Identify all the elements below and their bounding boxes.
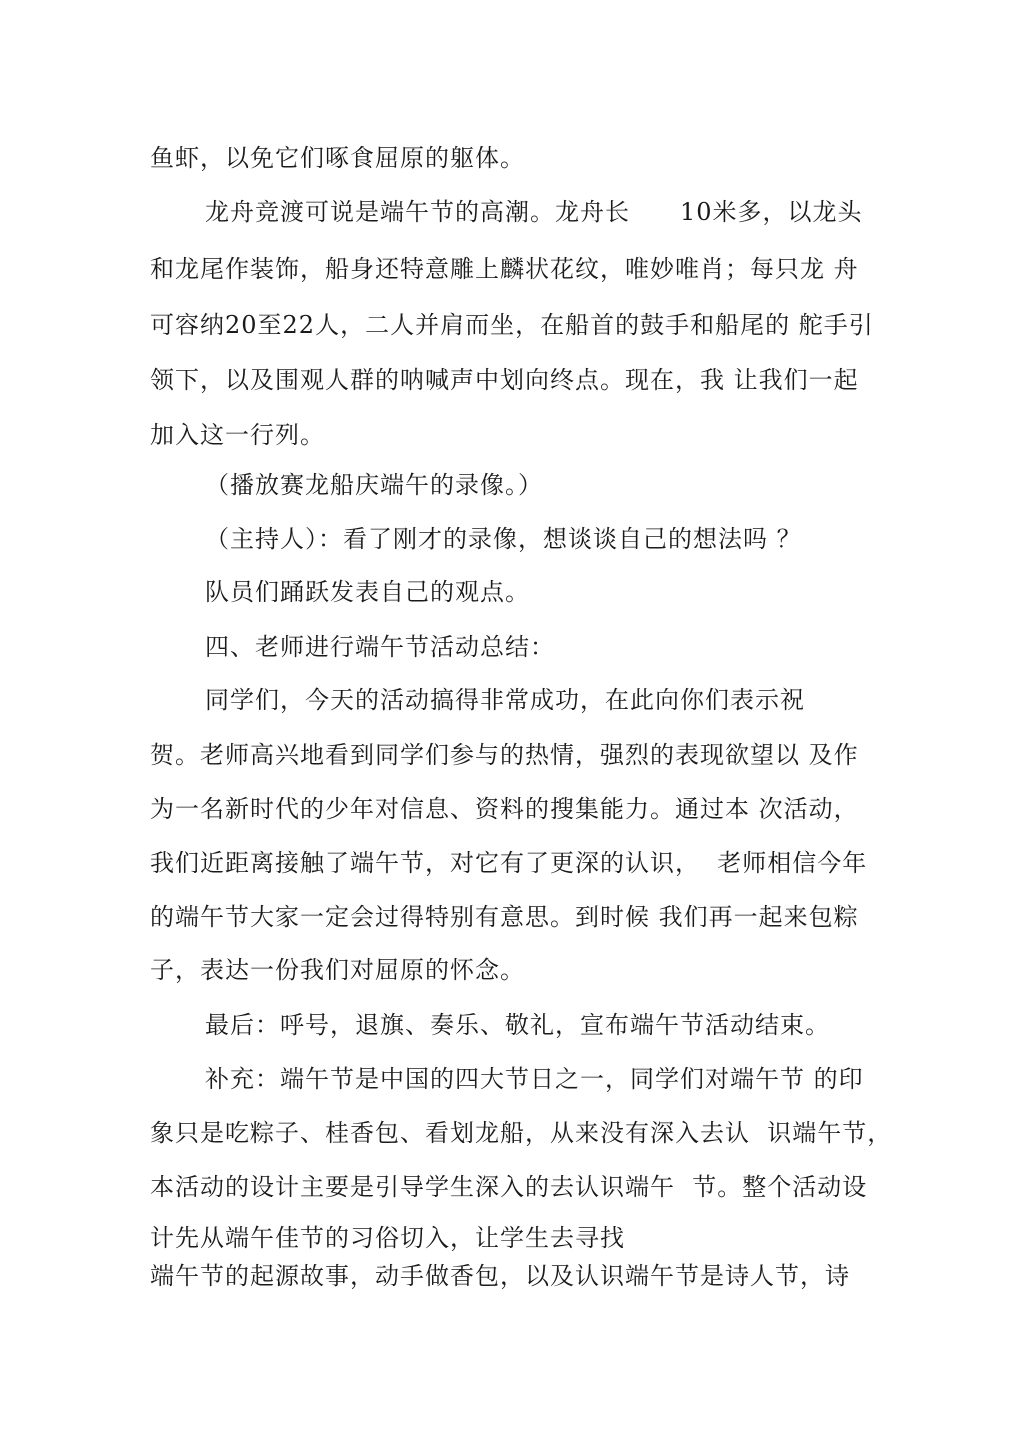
text-line: 鱼虾，以免它们啄食屈原的躯体。	[150, 144, 525, 172]
text-line: 子，表达一份我们对屈原的怀念。	[150, 956, 525, 984]
text-line: 加入这一行列。	[150, 421, 325, 449]
text-line: 我们近距离接触了端午节，对它有了更深的认识， 老师相信今年	[150, 849, 868, 877]
text-line: 的端午节大家一定会过得特别有意思。到时候 我们再一起来包粽	[150, 903, 859, 931]
text-line: 龙舟竞渡可说是端午节的高潮。龙舟长 10米多，以龙头	[205, 198, 863, 226]
text-line: 补充：端午节是中国的四大节日之一，同学们对端午节 的印	[205, 1065, 864, 1093]
text-line: 为一名新时代的少年对信息、资料的搜集能力。通过本 次活动，	[150, 795, 859, 823]
text-line: 队员们踊跃发表自己的观点。	[205, 578, 530, 606]
text-line: 可容纳20至22人，二人并肩而坐，在船首的鼓手和船尾的 舵手引	[150, 311, 874, 339]
text-line: 领下，以及围观人群的呐喊声中划向终点。现在，我 让我们一起	[150, 366, 859, 394]
text-line: 端午节的起源故事，动手做香包，以及认识端午节是诗人节，诗	[150, 1262, 850, 1290]
text-line: 和龙尾作装饰，船身还特意雕上麟状花纹，唯妙唯肖；每只龙 舟	[150, 255, 859, 283]
text-line: （主持人）：看了刚才的录像，想谈谈自己的想法吗 ？	[205, 525, 802, 553]
text-line: 本活动的设计主要是引导学生深入的去认识端午 节。整个活动设	[150, 1173, 868, 1201]
text-line: 计先从端午佳节的习俗切入，让学生去寻找	[150, 1224, 625, 1252]
text-line: （播放赛龙船庆端午的录像。）	[205, 471, 543, 499]
text-line: 贺。老师高兴地看到同学们参与的热情，强烈的表现欲望以 及作	[150, 741, 859, 769]
text-line: 最后：呼号，退旗、奏乐、敬礼，宣布端午节活动结束。	[205, 1011, 830, 1039]
text-line: 象只是吃粽子、桂香包、看划龙船，从来没有深入去认 识端午节，	[150, 1119, 893, 1147]
section-heading: 四、老师进行端午节活动总结：	[205, 633, 555, 661]
text-line: 同学们，今天的活动搞得非常成功，在此向你们表示祝	[205, 686, 805, 714]
